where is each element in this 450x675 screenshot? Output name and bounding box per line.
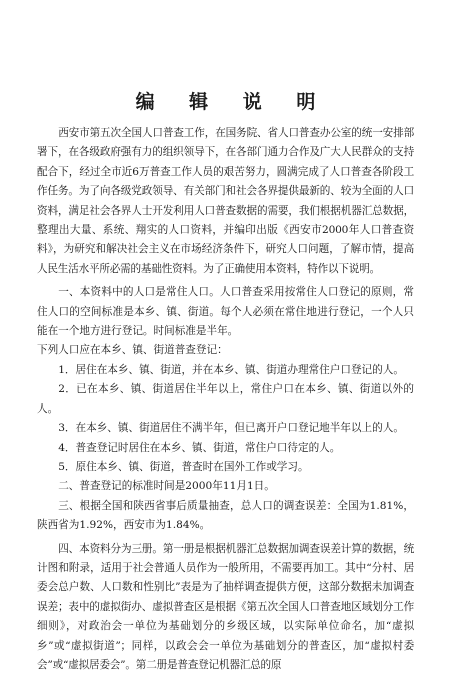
- list-item-3: 3．在本乡、镇、街道居住不满半年，但已离开户口登记地半年以上的人。: [58, 422, 404, 435]
- item-1-resident-population: 一、本资料中的人口是常住人口。人口普查采用按常住人口登记的原则，常住人口的空间标准是本乡、镇、街道。每个人必须在常住地进行登记，一个人只能在一个地方进行登记。时间标准是半年。: [37, 286, 414, 338]
- list-item-4: 4．普查登记时居住在本乡、镇、街道，常住户口待定的人。: [58, 441, 341, 454]
- registration-list-heading: 下列人口应在本乡、镇、街道普查登记：: [37, 344, 228, 357]
- intro-paragraph: 西安市第五次全国人口普查工作，在国务院、省人口普查办公室的统一安排部署下，在各级政府强有力的组织领导下，在各部门通力合作及广大人民群众的支持配合下，经过全市近6万普查工作人员的艰苦努力，圆满完成了人口普查各阶段工作任务。为了向各级党政领导、有关部门和社会各界提供最新的、较为全面的人口资料，满足社会各界人士开发利用人口普查数据的需要，我们根据机器汇总数据，整理出大量、系统、翔实的人口资料，并编印出版《西安市2000年人口普查资料》，为研究和解决社会主义在市场经济条件下，研究人口问题，了解市情，提高人民生活水平所必需的基础性资料。为了正确使用本资料，特作以下说明。: [37, 127, 414, 275]
- list-item-1: 1．居住在本乡、镇、街道，并在本乡、镇、街道办理常住户口登记的人。: [58, 363, 404, 376]
- page-title: 编 辑 说 明: [135, 91, 330, 113]
- item-3-survey-error: 三、根据全国和陕西省事后质量抽查，总人口的调查误差：全国为1.81%，陕西省为1.92%，西安市为1.84%。: [37, 499, 414, 532]
- list-item-5: 5．原住本乡、镇、街道，普查时在国外工作或学习。: [58, 460, 309, 473]
- document-body: [37, 124, 414, 675]
- list-item-2: 2．已在本乡、镇、街道居住半年以上，常住户口在本乡、镇、街道以外的人。: [37, 383, 414, 415]
- item-4-volumes: 四、本资料分为三册。第一册是根据机器汇总数据加调查误差计算的数据，统计图和附录，适用于社会普通人员作为一般所用，不需要再加工。其中“分村、居委会总户数、人口数和性别比”表是为了抽样调查提供方便，这部分数据未加调查误差；表中的虚拟街办、虚拟普查区是根据《第五次全国人口普查地区域划分工作细则》，对政治会一单位为基础划分的乡级区域，以实际单位命名，加“虚拟乡”或“虚拟街道”；同样，以政会会一单位为基础划分的普查区，加“虚拟村委会”或“虚拟居委会”。第二册是普查登记机器汇总的原: [37, 542, 414, 671]
- item-2-standard-time: 二、普查登记的标准时间是2000年11月1日。: [58, 480, 275, 493]
